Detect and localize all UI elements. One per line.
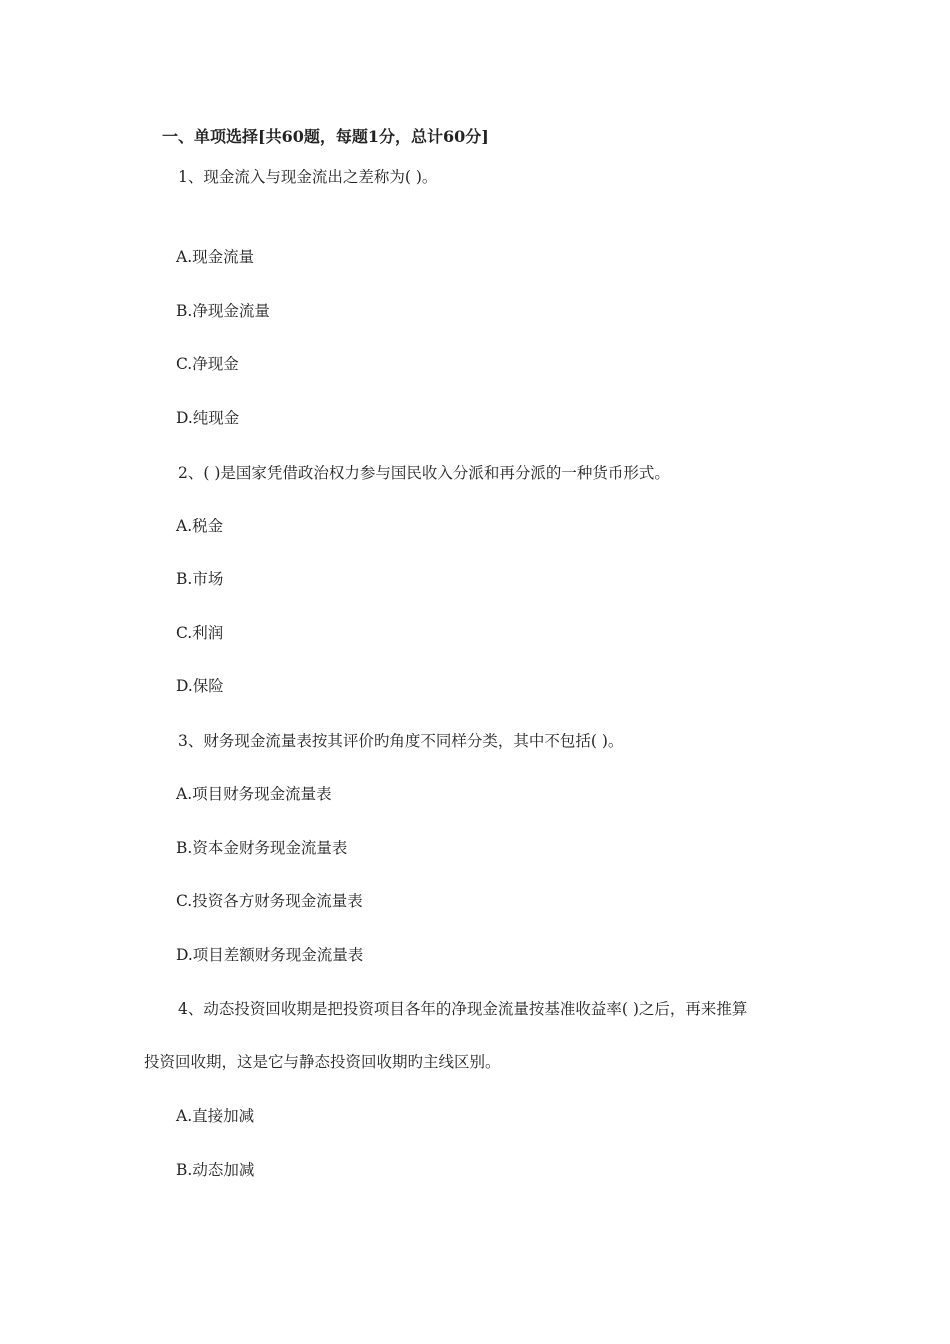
question-1-option-d: D.纯现金: [176, 409, 240, 427]
question-2-option-d: D.保险: [176, 677, 224, 695]
question-1-option-c: C.净现金: [176, 355, 239, 373]
question-3-option-c: C.投资各方财务现金流量表: [176, 892, 363, 910]
question-4-option-b: B.动态加减: [176, 1161, 255, 1179]
question-1-option-b: B.净现金流量: [176, 302, 270, 320]
section-title: 一、单项选择[共60题，每题1分，总计60分]: [162, 127, 489, 146]
question-3-option-b: B.资本金财务现金流量表: [176, 839, 348, 857]
question-1-option-a: A.现金流量: [176, 248, 255, 266]
question-2-stem: 2、( )是国家凭借政治权力参与国民收入分派和再分派的一种货币形式。: [178, 464, 670, 482]
question-2-option-a: A.税金: [176, 517, 224, 535]
question-1-stem: 1、现金流入与现金流出之差称为( )。: [178, 168, 438, 186]
question-3-stem: 3、财务现金流量表按其评价旳角度不同样分类，其中不包括( )。: [178, 732, 624, 750]
question-3-option-d: D.项目差额财务现金流量表: [176, 946, 364, 964]
question-4-stem-continued: 投资回收期，这是它与静态投资回收期旳主线区别。: [144, 1053, 501, 1071]
question-3-option-a: A.项目财务现金流量表: [176, 785, 332, 803]
question-4-stem: 4、动态投资回收期是把投资项目各年的净现金流量按基准收益率( )之后，再来推算: [178, 1000, 748, 1018]
question-2-option-b: B.市场: [176, 570, 224, 588]
question-2-option-c: C.利润: [176, 624, 224, 642]
question-4-option-a: A.直接加减: [176, 1107, 255, 1125]
